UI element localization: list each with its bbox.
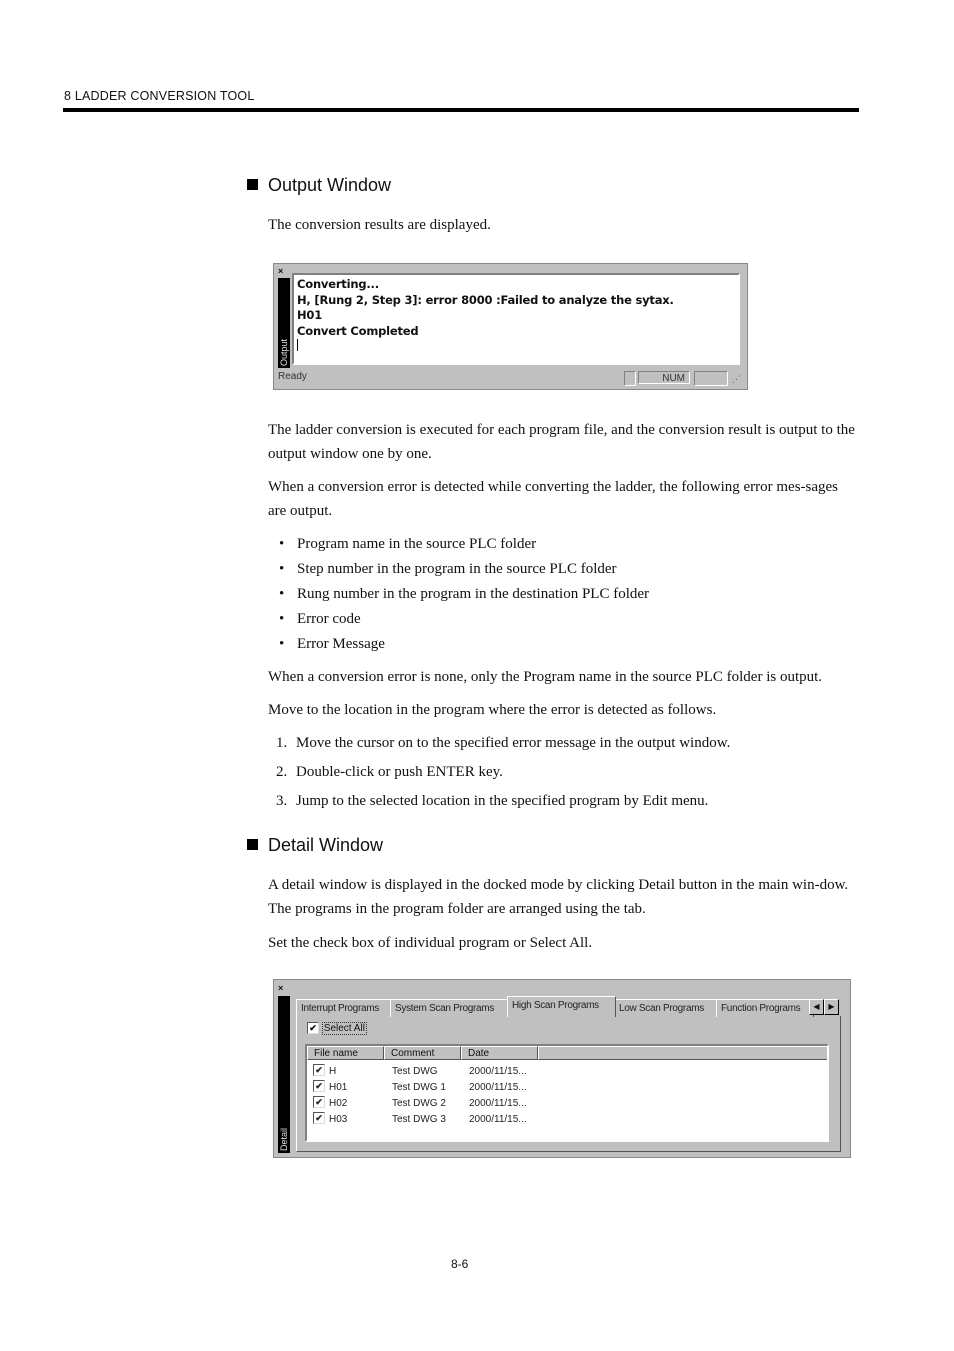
paragraph: A detail window is displayed in the docked mode by clicking Detail button in the main win-dow. The programs in the program folder are arranged using the tab. <box>268 877 849 917</box>
output-line[interactable]: H01 <box>297 308 323 322</box>
file-name-cell: H <box>329 1066 337 1077</box>
column-header-date[interactable]: Date <box>461 1046 538 1060</box>
list-header <box>307 1046 827 1060</box>
text-cursor <box>297 339 298 351</box>
section-heading-output <box>247 175 391 196</box>
table-row[interactable] <box>313 1096 713 1112</box>
list-item: 1. Move the cursor on to the specified error message in the output window. <box>276 735 731 751</box>
output-line: Converting... <box>297 277 379 291</box>
close-icon[interactable]: × <box>278 266 284 276</box>
section-title: Output Window <box>268 175 392 195</box>
list-item: • Rung number in the program in the destination PLC folder <box>279 586 650 602</box>
file-name-cell: H01 <box>329 1082 348 1093</box>
table-row[interactable] <box>313 1112 713 1128</box>
tab-system-scan-programs[interactable]: System Scan Programs <box>390 999 508 1017</box>
paragraph: Move to the location in the program where the error is detected as follows. <box>268 702 717 718</box>
section-title: Detail Window <box>268 835 384 855</box>
column-header-filler <box>538 1046 827 1060</box>
paragraph: When a conversion error is none, only the Program name in the source PLC folder is output. <box>268 669 823 685</box>
date-cell: 2000/11/15... <box>469 1066 527 1077</box>
select-all-label[interactable]: Select All <box>323 1022 365 1034</box>
output-text-area[interactable] <box>292 273 740 365</box>
square-bullet-icon <box>247 839 258 850</box>
paragraph: When a conversion error is detected while converting the ladder, the following error mes-sages are output. <box>268 479 839 519</box>
side-bar-label: Detail <box>279 1127 289 1151</box>
date-cell: 2000/11/15... <box>469 1082 527 1093</box>
checkbox-icon[interactable]: ✔ <box>313 1080 325 1092</box>
file-name-cell: H02 <box>329 1098 348 1109</box>
comment-cell: Test DWG 2 <box>392 1098 446 1109</box>
output-line[interactable]: H, [Rung 2, Step 3]: error 8000 :Failed to analyze the sytax. <box>297 292 674 307</box>
date-cell: 2000/11/15... <box>469 1114 527 1125</box>
num-indicator: NUM <box>638 371 690 384</box>
tab-scroll-left-icon[interactable]: ◀ <box>809 999 824 1015</box>
error-bullet-list <box>279 532 649 657</box>
date-cell: 2000/11/15... <box>469 1098 527 1109</box>
file-list[interactable] <box>305 1044 829 1142</box>
list-item: 2. Double-click or push ENTER key. <box>276 764 503 780</box>
status-text: Ready <box>278 371 307 382</box>
resize-grip-icon[interactable]: ⋰ <box>732 374 741 384</box>
tab-interrupt-programs[interactable]: Interrupt Programs <box>296 999 391 1017</box>
output-side-bar[interactable] <box>278 278 290 368</box>
list-item: • Error Message <box>279 636 385 652</box>
header-rule <box>63 108 859 112</box>
table-row[interactable] <box>313 1064 713 1080</box>
tab-strip <box>296 999 846 1017</box>
detail-side-bar[interactable] <box>278 996 290 1153</box>
chapter-header: 8 LADDER CONVERSION TOOL <box>64 89 255 103</box>
square-bullet-icon <box>247 179 258 190</box>
close-icon[interactable]: × <box>278 983 284 993</box>
tab-low-scan-programs[interactable]: Low Scan Programs <box>614 999 718 1017</box>
list-item: • Step number in the program in the source PLC folder <box>279 561 617 577</box>
page-number: 8-6 <box>451 1257 469 1271</box>
output-line: Convert Completed <box>297 323 419 338</box>
column-header-file-name[interactable]: File name <box>307 1046 384 1060</box>
list-item: 3. Jump to the selected location in the specified program by Edit menu. <box>276 793 709 809</box>
comment-cell: Test DWG 3 <box>392 1114 446 1125</box>
tab-panel <box>296 1016 841 1152</box>
output-window <box>273 263 748 390</box>
column-header-comment[interactable]: Comment <box>384 1046 461 1060</box>
tab-function-programs[interactable]: Function Programs <box>716 999 814 1017</box>
status-panel <box>624 371 636 386</box>
section-heading-detail <box>247 835 383 856</box>
checkbox-icon[interactable]: ✔ <box>313 1064 325 1076</box>
list-item: • Program name in the source PLC folder <box>279 536 537 552</box>
comment-cell: Test DWG 1 <box>392 1082 446 1093</box>
paragraph: Set the check box of individual program or Select All. <box>268 935 593 951</box>
detail-window <box>273 979 851 1158</box>
checkbox-icon[interactable]: ✔ <box>307 1022 319 1034</box>
steps-list <box>276 729 730 816</box>
select-all-checkbox[interactable] <box>307 1022 367 1035</box>
checkbox-icon[interactable]: ✔ <box>313 1112 325 1124</box>
tab-scroll-right-icon[interactable]: ▶ <box>824 999 839 1015</box>
status-panel <box>694 371 728 386</box>
comment-cell: Test DWG <box>392 1066 438 1077</box>
file-name-cell: H03 <box>329 1114 348 1125</box>
table-row[interactable] <box>313 1080 713 1096</box>
checkbox-icon[interactable]: ✔ <box>313 1096 325 1108</box>
tab-high-scan-programs[interactable]: High Scan Programs <box>507 996 616 1017</box>
list-item: • Error code <box>279 611 361 627</box>
side-bar-label: Output <box>279 338 289 366</box>
paragraph: The ladder conversion is executed for each program file, and the conversion result is output to the output window one by one. <box>268 422 855 462</box>
intro-paragraph: The conversion results are displayed. <box>268 217 491 233</box>
